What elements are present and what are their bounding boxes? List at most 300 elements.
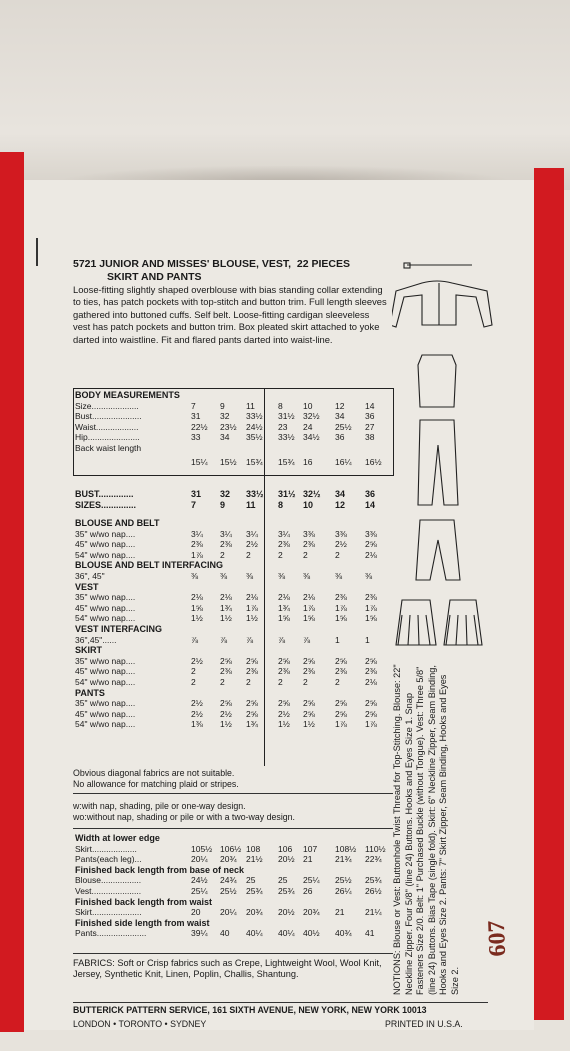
- cell-value: 32: [220, 489, 231, 499]
- cell-value: 2⅜: [365, 666, 377, 677]
- cell-value: 2⅝: [303, 698, 315, 709]
- finished-measurements-table: [73, 833, 393, 939]
- table-row: [73, 635, 393, 646]
- cell-value: 1½: [303, 719, 315, 730]
- row-label: Skirt...................: [75, 843, 137, 854]
- cell-value: 40¾: [335, 928, 352, 939]
- cell-value: 25½: [335, 875, 352, 886]
- cell-value: 33½: [246, 489, 264, 499]
- cell-value: 7: [191, 499, 197, 510]
- table-row: [73, 571, 393, 582]
- cell-value: 21½: [246, 854, 263, 865]
- cell-value: 26: [303, 885, 313, 896]
- section-heading: [73, 518, 393, 529]
- cell-value: 105½: [191, 843, 213, 854]
- cell-value: 38: [365, 432, 375, 443]
- cell-value: 2: [191, 666, 196, 677]
- cell-value: 15¼: [191, 456, 208, 467]
- cell-value: 3⅜: [335, 528, 347, 539]
- cell-value: 2⅛: [365, 676, 377, 687]
- cell-value: 1½: [220, 613, 232, 624]
- cell-value: 35½: [246, 432, 263, 443]
- cell-value: 21¾: [335, 854, 352, 865]
- notions-text: NOTIONS: Blouse or Vest: Buttonhole Twist Thread for Top-Stitching. Blouse: 22" Neckline Zipper. Four 5/8" (line 24) Buttons. Hooks and Eyes Size 1. Snap Fasteners Size 2/0. Belt: 1" Purchased Buckle (without Tongue). Vest: Three 5/8" (line 24) Buttons. Bias Tape (single fold). Skirt: 6" Neckline Zipper, Seam Binding, Hooks and Eyes Size 2. Pants: 7" Skirt Zipper, Seam Binding, Hooks and Eyes Size 2.: [392, 664, 460, 995]
- row-label: 35" w/wo nap....: [75, 592, 136, 603]
- cell-value: 16¼: [335, 456, 352, 467]
- section-heading: [73, 918, 393, 929]
- section-title: Finished side length from waist: [75, 917, 210, 928]
- legend-with-nap: w:with nap, shading, pile or one-way design.: [73, 801, 246, 811]
- cell-value: 2⅝: [278, 655, 290, 666]
- cell-value: 23½: [220, 421, 237, 432]
- cell-value: 12: [335, 400, 345, 411]
- cell-value: 36: [365, 489, 376, 499]
- legend-without-nap: wo:without nap, shading or pile or with a two-way design.: [73, 812, 295, 823]
- nap-legend: [73, 801, 393, 823]
- section-heading: [73, 688, 393, 699]
- cell-value: ⅞: [303, 634, 311, 645]
- cell-value: 1¾: [246, 719, 258, 730]
- cell-value: 1⅝: [303, 613, 315, 624]
- row-label: SIZES..............: [75, 499, 137, 510]
- cell-value: 1⅞: [335, 719, 347, 730]
- cell-value: 26½: [365, 885, 382, 896]
- row-label: Pants.....................: [75, 928, 147, 939]
- cell-value: 2⅝: [303, 708, 315, 719]
- cell-value: 1⅞: [365, 719, 377, 730]
- table-row: [73, 698, 393, 709]
- vest-sketch: [418, 355, 456, 407]
- section-heading: [73, 833, 393, 844]
- cell-value: ⅜: [303, 570, 311, 581]
- pattern-description: Loose-fitting slightly shaped overblouse with bias standing collar extending to ties, has patch pockets with top-stitch and button trim. Full length sleeves gathered into buttoned cuffs. Self belt. Loose-fitting cardigan sleeveless vest has patch pockets and button trim. Box pleated skirt attached to yoke darted into waistline. Fit and flared pants darted into waist-line.: [73, 284, 387, 345]
- section-title: SKIRT: [75, 645, 102, 656]
- cell-value: 39¼: [191, 928, 208, 939]
- cell-value: 2⅝: [335, 708, 347, 719]
- cell-value: 22¾: [365, 854, 382, 865]
- table-row: [73, 719, 393, 730]
- table-row: [73, 539, 393, 550]
- section-heading: [73, 897, 393, 908]
- cell-value: 25½: [335, 421, 352, 432]
- table-row: [73, 411, 393, 422]
- cell-value: 1½: [278, 719, 290, 730]
- cell-value: 32½: [303, 489, 321, 499]
- row-label: 45" w/wo nap....: [75, 539, 136, 550]
- cell-value: 21¼: [365, 907, 382, 918]
- cell-value: 1⅞: [303, 602, 315, 613]
- cell-value: 34: [335, 489, 346, 499]
- row-label: 35" w/wo nap....: [75, 698, 136, 709]
- cell-value: 11: [246, 499, 256, 510]
- table-row: [73, 401, 393, 412]
- cell-value: 41: [365, 928, 375, 939]
- cell-value: 3⅜: [303, 528, 315, 539]
- cell-value: 25¼: [191, 885, 208, 896]
- cell-value: 10: [303, 400, 313, 411]
- cell-value: 2: [246, 549, 251, 560]
- cell-value: 3¼: [278, 528, 290, 539]
- blouse-sketch: [392, 281, 492, 327]
- section-heading: [73, 582, 393, 593]
- cell-value: 11: [246, 400, 255, 411]
- garment-sketches: [392, 255, 502, 675]
- cell-value: 33: [191, 432, 201, 443]
- cell-value: 25: [278, 875, 288, 886]
- cell-value: 25¾: [278, 885, 295, 896]
- cell-value: 1⅞: [335, 602, 347, 613]
- section-title: BODY MEASUREMENTS: [75, 390, 180, 400]
- cell-value: ⅜: [335, 570, 343, 581]
- row-label: Hip......................: [75, 432, 140, 443]
- cell-value: 25½: [220, 885, 237, 896]
- cell-value: 25¾: [246, 885, 263, 896]
- cell-value: 33½: [278, 432, 295, 443]
- cell-value: 40½: [303, 928, 320, 939]
- cell-value: ⅜: [246, 570, 254, 581]
- table-row: [73, 709, 393, 720]
- divider: [73, 1002, 488, 1003]
- note-diagonal: Obvious diagonal fabrics are not suitable.: [73, 768, 235, 778]
- section-title: Finished back length from base of neck: [75, 864, 245, 875]
- row-label: 45" w/wo nap....: [75, 666, 136, 677]
- cell-value: 20¼: [220, 907, 237, 918]
- cell-value: 7: [191, 400, 196, 411]
- table-row: [73, 886, 393, 897]
- section-heading: [73, 645, 393, 656]
- table-row: [73, 457, 393, 468]
- divider: [73, 828, 393, 829]
- cell-value: 2⅛: [278, 592, 290, 603]
- divider: [73, 793, 393, 794]
- section-title: Width at lower edge: [75, 833, 160, 843]
- cell-value: ⅜: [220, 570, 228, 581]
- table-row: [73, 677, 393, 688]
- cell-value: 27: [365, 421, 375, 432]
- cell-value: 16: [303, 456, 313, 467]
- table-row: [73, 550, 393, 561]
- pants-front-sketch: [418, 420, 458, 505]
- table-row: [73, 928, 393, 939]
- cell-value: 1: [365, 634, 370, 645]
- cell-value: 1⅝: [365, 613, 377, 624]
- cell-value: 2⅜: [365, 592, 377, 603]
- yardage-table: [73, 518, 393, 730]
- cell-value: 1¾: [220, 602, 232, 613]
- cell-value: 2⅝: [246, 698, 258, 709]
- cell-value: 25¾: [365, 875, 382, 886]
- cell-value: 20¾: [303, 907, 320, 918]
- envelope-flap: [0, 0, 570, 190]
- cell-value: 9: [220, 499, 226, 510]
- cell-value: 2⅝: [246, 655, 258, 666]
- cell-value: 2⅜: [303, 539, 315, 550]
- cell-value: 32: [220, 411, 230, 422]
- cell-value: 2⅛: [246, 592, 258, 603]
- section-title: Finished back length from waist: [75, 896, 213, 907]
- cell-value: 10: [303, 499, 314, 510]
- pants-back-sketch: [416, 520, 460, 580]
- cell-value: 2⅝: [365, 655, 377, 666]
- cell-value: ⅜: [191, 570, 199, 581]
- cell-value: 21: [303, 854, 313, 865]
- row-label: Size....................: [75, 400, 139, 411]
- row-label: Skirt.....................: [75, 907, 142, 918]
- edge-mark: [36, 238, 38, 266]
- cell-value: 22½: [191, 421, 208, 432]
- cell-value: 2: [303, 549, 308, 560]
- cell-value: 2⅜: [246, 666, 258, 677]
- cell-value: 2½: [246, 539, 258, 550]
- row-label: Back waist length: [75, 442, 142, 453]
- cell-value: 2: [220, 549, 225, 560]
- table-row: [73, 592, 393, 603]
- cell-value: 2: [335, 676, 340, 687]
- piece-count: 22 PIECES: [296, 258, 350, 270]
- cell-value: ⅜: [365, 570, 373, 581]
- cell-value: 31: [191, 489, 202, 499]
- cell-value: 2⅜: [335, 666, 347, 677]
- table-row: [73, 613, 393, 624]
- pattern-subtitle: SKIRT AND PANTS: [107, 271, 202, 283]
- cell-value: 36: [365, 411, 375, 422]
- cell-value: 34½: [303, 432, 320, 443]
- cell-value: 107: [303, 843, 318, 854]
- cell-value: 1⅝: [278, 613, 290, 624]
- section-title: PANTS: [75, 687, 105, 698]
- cell-value: 24: [303, 421, 313, 432]
- cell-value: 26¼: [335, 885, 352, 896]
- cell-value: 2½: [278, 708, 290, 719]
- cell-value: 2⅛: [220, 592, 232, 603]
- cell-value: 2⅜: [278, 666, 290, 677]
- cell-value: 20¾: [220, 854, 237, 865]
- cell-value: 14: [365, 499, 376, 510]
- row-label: Bust.....................: [75, 411, 142, 422]
- section-title: VEST INTERFACING: [75, 623, 163, 634]
- cell-value: 15¾: [246, 456, 263, 467]
- cell-value: 8: [278, 499, 284, 510]
- cell-value: 1½: [220, 719, 232, 730]
- cell-value: 2⅜: [191, 539, 203, 550]
- cell-value: 2½: [220, 708, 232, 719]
- table-row: [73, 422, 393, 433]
- cell-value: 2⅝: [278, 698, 290, 709]
- row-label: Vest.....................: [75, 885, 142, 896]
- table-row: [73, 489, 393, 500]
- cell-value: 1⅞: [246, 602, 258, 613]
- body-measurements-table: [73, 390, 393, 467]
- cell-value: 23: [278, 421, 288, 432]
- cell-value: 20¾: [246, 907, 263, 918]
- cell-value: 1½: [191, 613, 203, 624]
- row-label: 54" w/wo nap....: [75, 549, 136, 560]
- cell-value: ⅞: [191, 634, 199, 645]
- red-stripe-left: [0, 152, 24, 1032]
- cell-value: 25: [246, 875, 256, 886]
- cell-value: 16½: [365, 456, 382, 467]
- cell-value: 15½: [220, 456, 237, 467]
- table-row: [73, 432, 393, 443]
- cell-value: 2⅝: [365, 698, 377, 709]
- section-heading: [73, 865, 393, 876]
- cell-value: 2⅝: [220, 698, 232, 709]
- section-heading: [73, 390, 393, 401]
- row-label: 54" w/wo nap....: [75, 613, 136, 624]
- cell-value: 106½: [220, 843, 242, 854]
- table-row: [73, 854, 393, 865]
- cell-value: 1¾: [278, 602, 290, 613]
- cell-value: 2: [246, 676, 251, 687]
- cell-value: 1⅝: [335, 613, 347, 624]
- cell-value: 2½: [191, 655, 203, 666]
- cell-value: 14: [365, 400, 375, 411]
- cell-value: 36: [335, 432, 345, 443]
- cell-value: 2⅜: [220, 666, 232, 677]
- skirt-back-sketch: [444, 600, 482, 645]
- cell-value: 21: [335, 907, 345, 918]
- cell-value: 2: [220, 676, 225, 687]
- cell-value: 34: [335, 411, 345, 422]
- skirt-front-sketch: [396, 600, 436, 645]
- row-label: 36",45"......: [75, 634, 117, 645]
- cell-value: 3¼: [246, 528, 258, 539]
- cell-value: 32½: [303, 411, 320, 422]
- cell-value: 3¼: [220, 528, 232, 539]
- table-row: [73, 666, 393, 677]
- cell-value: 24½: [246, 421, 263, 432]
- table-row: [73, 500, 393, 511]
- cell-value: ⅞: [246, 634, 254, 645]
- cell-value: 110½: [365, 843, 386, 854]
- cell-value: 2⅝: [365, 539, 377, 550]
- cell-value: 25¼: [303, 875, 320, 886]
- bust-sizes-table: [73, 489, 393, 510]
- cell-value: 1⅞: [191, 549, 203, 560]
- printed-in: PRINTED IN U.S.A.: [385, 1019, 463, 1029]
- cell-value: 2⅝: [220, 655, 232, 666]
- row-label: 36", 45": [75, 570, 105, 581]
- cell-value: 1: [335, 634, 340, 645]
- cell-value: 2⅜: [220, 539, 232, 550]
- cell-value: 1⅞: [365, 602, 377, 613]
- cell-value: 2⅜: [335, 592, 347, 603]
- note-plaid: No allowance for matching plaid or stripes.: [73, 779, 239, 790]
- row-label: 45" w/wo nap....: [75, 708, 136, 719]
- row-label: 45" w/wo nap....: [75, 602, 136, 613]
- table-row: [73, 443, 393, 454]
- cell-value: 33½: [246, 411, 263, 422]
- red-stripe-right: [534, 168, 564, 1020]
- row-label: 54" w/wo nap....: [75, 676, 136, 687]
- cell-value: 2½: [335, 539, 347, 550]
- row-label: BUST..............: [75, 489, 134, 499]
- row-label: Waist..................: [75, 421, 139, 432]
- cell-value: 20½: [278, 907, 295, 918]
- pattern-title: JUNIOR AND MISSES' BLOUSE, VEST,: [99, 258, 292, 270]
- publisher-cities: LONDON • TORONTO • SYDNEY: [73, 1019, 207, 1029]
- section-title: VEST: [75, 581, 99, 592]
- cell-value: 12: [335, 499, 346, 510]
- cell-value: 2⅛: [191, 592, 203, 603]
- cell-value: ⅜: [278, 570, 286, 581]
- cell-value: 2: [191, 676, 196, 687]
- cell-value: 2⅝: [335, 655, 347, 666]
- row-label: 54" w/wo nap....: [75, 719, 136, 730]
- cell-value: 2⅝: [246, 708, 258, 719]
- table-row: [73, 875, 393, 886]
- cell-value: 3¼: [191, 528, 203, 539]
- cell-value: 2: [278, 676, 283, 687]
- table-row: [73, 907, 393, 918]
- cell-value: 1½: [246, 613, 258, 624]
- row-label: 35" w/wo nap....: [75, 655, 136, 666]
- cell-value: 2⅝: [365, 708, 377, 719]
- cell-value: 1⅜: [191, 719, 203, 730]
- cell-value: 2½: [191, 708, 203, 719]
- row-label: Blouse.................: [75, 875, 142, 886]
- cell-value: 1⅝: [191, 602, 203, 613]
- cell-value: 8: [278, 400, 283, 411]
- cell-value: 2: [303, 676, 308, 687]
- cell-value: 2: [278, 549, 283, 560]
- cell-value: 20¼: [191, 854, 208, 865]
- cell-value: 2: [335, 549, 340, 560]
- cell-value: ⅞: [278, 634, 286, 645]
- footer-cities-row: [73, 1019, 493, 1029]
- cell-value: 2⅛: [303, 592, 315, 603]
- cell-value: 40¼: [246, 928, 263, 939]
- cell-value: 34: [220, 432, 230, 443]
- fabric-notes: [73, 768, 393, 790]
- cell-value: 108½: [335, 843, 357, 854]
- table-row: [73, 529, 393, 540]
- cell-value: 24¾: [220, 875, 237, 886]
- section-title: BLOUSE AND BELT: [75, 518, 160, 528]
- cell-value: 31½: [278, 411, 295, 422]
- suggested-fabrics: FABRICS: Soft or Crisp fabrics such as Crepe, Lightweight Wool, Wool Knit, Jersey, Synthetic Knit, Linen, Poplin, Challis, Shantung.: [73, 958, 382, 980]
- cell-value: 40¼: [278, 928, 295, 939]
- section-title: BLOUSE AND BELT INTERFACING: [75, 560, 223, 571]
- handwritten-number: 607: [483, 920, 512, 957]
- table-row: [73, 656, 393, 667]
- cell-value: 2⅝: [335, 698, 347, 709]
- section-heading: [73, 624, 393, 635]
- divider: [73, 953, 393, 954]
- cell-value: 31: [191, 411, 201, 422]
- table-row: [73, 844, 393, 855]
- cell-value: 2⅝: [303, 655, 315, 666]
- cell-value: ⅞: [220, 634, 228, 645]
- publisher-address: BUTTERICK PATTERN SERVICE, 161 SIXTH AVENUE, NEW YORK, NEW YORK 10013: [73, 1005, 427, 1015]
- pattern-header: [73, 258, 393, 284]
- cell-value: 3⅜: [365, 528, 377, 539]
- cell-value: 108: [246, 843, 261, 854]
- pattern-number: 5721: [73, 258, 97, 270]
- cell-value: 2⅜: [303, 666, 315, 677]
- cell-value: 9: [220, 400, 225, 411]
- cell-value: 40: [220, 928, 230, 939]
- cell-value: 15¾: [278, 456, 295, 467]
- section-heading: [73, 560, 393, 571]
- cell-value: 31½: [278, 489, 296, 499]
- row-label: 35" w/wo nap....: [75, 528, 136, 539]
- cell-value: 106: [278, 843, 293, 854]
- cell-value: 20: [191, 907, 201, 918]
- cell-value: 20½: [278, 854, 295, 865]
- cell-value: 2⅛: [365, 549, 377, 560]
- table-row: [73, 603, 393, 614]
